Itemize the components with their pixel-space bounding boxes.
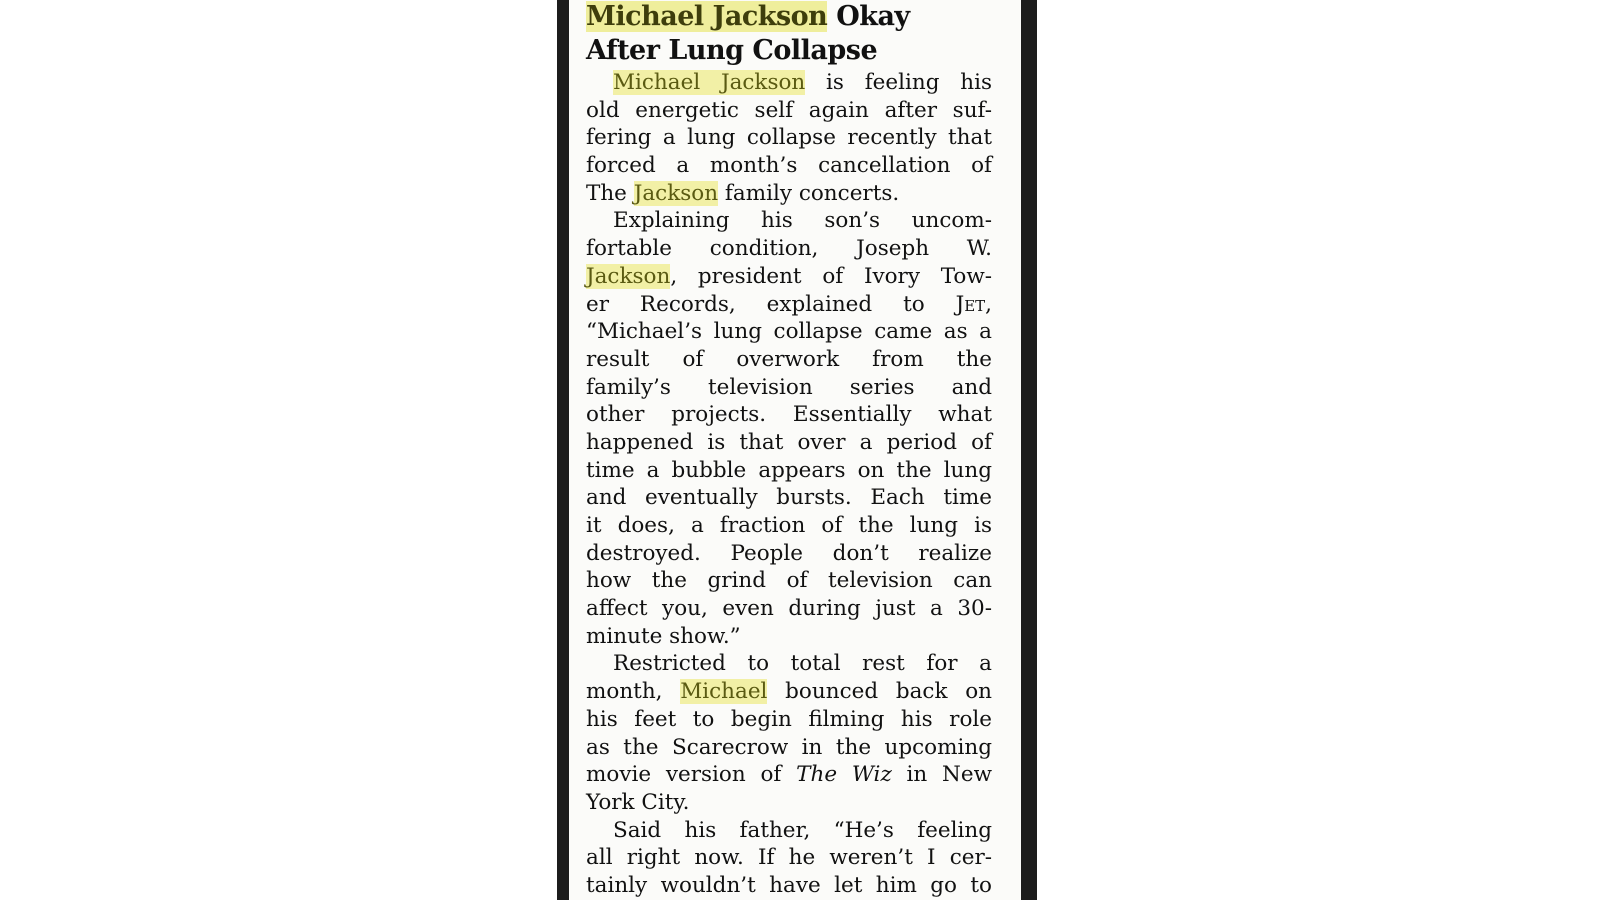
article-line bbox=[586, 817, 992, 845]
line-text: family’s television series and bbox=[586, 374, 992, 400]
line-text: all right now. If he weren’t I cer- bbox=[586, 845, 992, 871]
article-line bbox=[586, 180, 992, 208]
highlighted-term: Jackson bbox=[633, 180, 719, 206]
line-text: and eventually bursts. Each time bbox=[586, 485, 992, 511]
article-column bbox=[586, 0, 992, 900]
line-text: fortable condition, Joseph W. bbox=[586, 236, 992, 262]
line-text: happened is that over a period of bbox=[586, 429, 992, 455]
article-line bbox=[586, 623, 992, 651]
headline-highlight: Michael Jackson bbox=[586, 1, 828, 32]
line-text: is feeling his bbox=[805, 70, 992, 95]
line-text: result of overwork from the bbox=[586, 346, 992, 372]
article-line bbox=[586, 706, 992, 734]
line-text: Explaining his son’s uncom- bbox=[613, 208, 992, 234]
article-line bbox=[586, 789, 992, 817]
article-line bbox=[586, 761, 992, 789]
line-text: York City. bbox=[586, 789, 690, 815]
article-headline bbox=[586, 0, 992, 68]
article-line bbox=[586, 291, 992, 319]
highlighted-term: Michael Jackson bbox=[613, 70, 806, 95]
article-line bbox=[586, 152, 992, 180]
article-line bbox=[586, 512, 992, 540]
article-body bbox=[586, 69, 992, 900]
line-text: time a bubble appears on the lung bbox=[586, 457, 992, 483]
article-line bbox=[586, 235, 992, 263]
line-text: his feet to begin filming his role bbox=[586, 706, 992, 732]
article-line bbox=[586, 429, 992, 457]
line-text: how the grind of television can bbox=[586, 568, 992, 594]
headline-line-2: After Lung Collapse bbox=[586, 35, 878, 66]
line-text: The bbox=[586, 180, 634, 206]
line-text: affect you, even during just a 30- bbox=[586, 596, 992, 622]
line-text: old energetic self again after suf- bbox=[586, 97, 992, 123]
line-text: , president of Ivory Tow- bbox=[670, 263, 992, 289]
article-line bbox=[586, 346, 992, 374]
line-text: it does, a fraction of the lung is bbox=[586, 513, 992, 538]
line-text: Restricted to total rest for a bbox=[613, 651, 992, 677]
line-text: “Michael’s lung collapse came as a bbox=[586, 319, 992, 345]
line-text: movie version of bbox=[586, 762, 797, 788]
line-text: as the Scarecrow in the upcoming bbox=[586, 734, 992, 760]
article-line bbox=[586, 318, 992, 346]
line-text: destroyed. People don’t realize bbox=[586, 540, 992, 566]
article-line bbox=[586, 567, 992, 595]
article-line bbox=[586, 69, 992, 97]
line-text: fering a lung collapse recently that bbox=[586, 125, 992, 151]
line-text: , bbox=[985, 291, 992, 317]
line-text: in New bbox=[891, 762, 992, 788]
article-line bbox=[586, 97, 992, 125]
line-text: other projects. Essentially what bbox=[586, 402, 992, 428]
article-line bbox=[586, 484, 992, 512]
italic-title: The Wiz bbox=[796, 762, 892, 788]
line-text: Said his father, “He’s feeling bbox=[613, 817, 992, 843]
article-line bbox=[586, 678, 992, 706]
newspaper-clipping bbox=[569, 0, 1021, 900]
article-line bbox=[586, 734, 992, 762]
article-line bbox=[586, 844, 992, 872]
headline-line-1 bbox=[586, 0, 992, 34]
line-text: family concerts. bbox=[718, 180, 900, 206]
line-text: minute show.” bbox=[586, 623, 741, 649]
article-line bbox=[586, 207, 992, 235]
article-line bbox=[586, 401, 992, 429]
line-text: month, bbox=[586, 679, 681, 705]
highlighted-term: Jackson bbox=[586, 263, 671, 289]
article-line bbox=[586, 263, 992, 291]
article-line bbox=[586, 872, 992, 900]
article-line bbox=[586, 374, 992, 402]
article-line bbox=[586, 595, 992, 623]
highlighted-term: Michael bbox=[680, 679, 768, 705]
line-text: tainly wouldn’t have let him go to bbox=[586, 872, 992, 898]
line-text: forced a month’s cancellation of bbox=[586, 153, 992, 179]
line-text: er Records, explained to bbox=[586, 291, 956, 317]
headline-line-1-rest: Okay bbox=[827, 1, 910, 32]
line-text: bounced back on bbox=[767, 679, 992, 705]
article-line bbox=[586, 540, 992, 568]
article-line bbox=[586, 650, 992, 678]
article-line bbox=[586, 124, 992, 152]
article-line bbox=[586, 457, 992, 485]
magazine-name: Jet bbox=[955, 291, 986, 317]
